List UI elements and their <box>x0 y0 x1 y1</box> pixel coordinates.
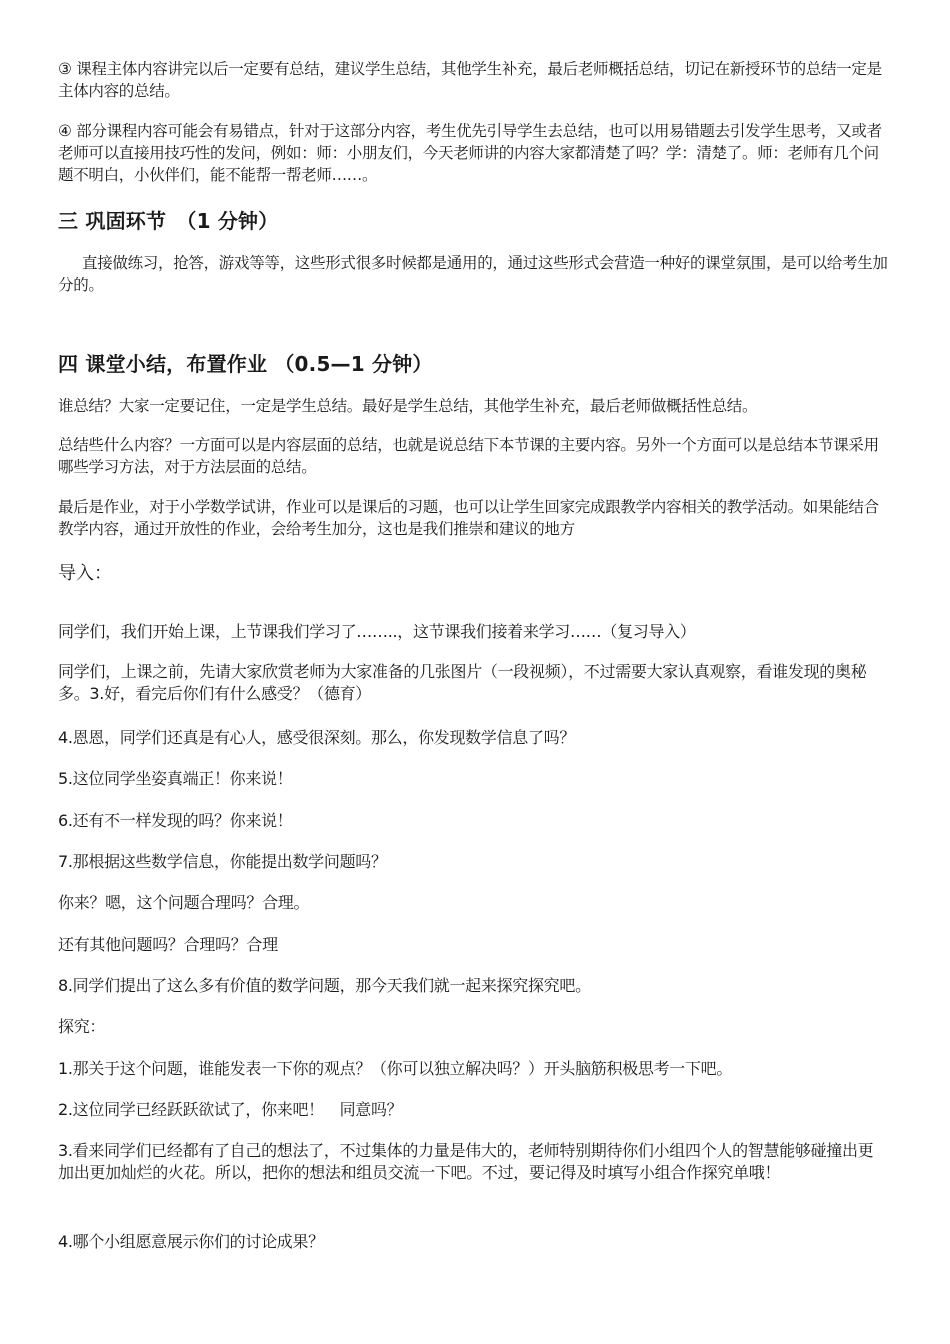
paragraph-summary-tip: ③ 课程主体内容讲完以后一定要有总结，建议学生总结，其他学生补充，最后老师概括总结，切记在新授环节的总结一定是主体内容的总结。 <box>58 60 882 100</box>
heading-consolidation: 三 巩固环节 （1 分钟） <box>58 209 279 233</box>
label-exploration: 探究： <box>58 1017 106 1036</box>
intro-line-8: 8.同学们提出了这么多有价值的数学问题，那今天我们就一起来探究探究吧。 <box>58 976 591 995</box>
intro-line-4: 4.恩恩，同学们还真是有心人，感受很深刻。那么，你发现数学信息了吗？ <box>58 728 576 747</box>
heading-summary-homework: 四 课堂小结，布置作业 （0.5—1 分钟） <box>58 352 433 376</box>
explore-line-1: 1.那关于这个问题，谁能发表一下你的观点？（你可以独立解决吗？）开头脑筋积极思考一下吧。 <box>58 1059 733 1078</box>
label-introduction: 导入： <box>58 563 112 584</box>
paragraph-error-points: ④ 部分课程内容可能会有易错点，针对于这部分内容，考生优先引导学生去总结，也可以用易错题去引发学生思考，又或者老师可以直接用技巧性的发问，例如：师：小朋友们，今天老师讲的内容大家都清楚了吗？学：清楚了。师：老师有几个问题不明白，小伙伴们，能不能帮一帮老师……。 <box>58 122 882 184</box>
intro-line-6: 6.还有不一样发现的吗？你来说！ <box>58 811 293 830</box>
intro-line-1: 同学们，我们开始上课，上节课我们学习了……..，这节课我们接着来学习……（复习导入） <box>58 622 696 641</box>
explore-line-2: 2.这位同学已经跃跃欲试了，你来吧！ 同意吗？ <box>58 1100 403 1119</box>
paragraph-what-to-summarize: 总结些什么内容？一方面可以是内容层面的总结，也就是说总结下本节课的主要内容。另外一个方面可以是总结本节课采用哪些学习方法，对于方法层面的总结。 <box>58 436 879 476</box>
intro-line-7: 7.那根据这些数学信息，你能提出数学问题吗？ <box>58 852 387 871</box>
paragraph-homework: 最后是作业，对于小学数学试讲，作业可以是课后的习题，也可以让学生回家完成跟教学内容相关的教学活动。如果能结合教学内容，通过开放性的作业，会给考生加分，这也是我们推崇和建议的地方 <box>58 498 879 538</box>
explore-line-3: 3.看来同学们已经都有了自己的想法了，不过集体的力量是伟大的，老师特别期待你们小组四个人的智慧能够碰撞出更加出更加灿烂的火花。所以，把你的想法和组员交流一下吧。不过，要记得及时填写小组合作探究单哦！ <box>58 1141 874 1182</box>
paragraph-consolidation: 直接做练习，抢答，游戏等等，这些形式很多时候都是通用的，通过这些形式会营造一种好的课堂氛围，是可以给考生加分的。 <box>58 254 888 294</box>
intro-line-5: 5.这位同学坐姿真端正！你来说！ <box>58 769 293 788</box>
intro-line-2: 同学们，上课之前，先请大家欣赏老师为大家准备的几张图片（一段视频），不过需要大家认真观察，看谁发现的奥秘多。3.好，看完后你们有什么感受？（德育） <box>58 662 867 703</box>
intro-line-7a: 你来？嗯，这个问题合理吗？合理。 <box>58 893 310 912</box>
intro-line-7b: 还有其他问题吗？合理吗？合理 <box>58 935 278 954</box>
explore-line-4: 4.哪个小组愿意展示你们的讨论成果？ <box>58 1232 324 1251</box>
paragraph-who-summarizes: 谁总结？大家一定要记住，一定是学生总结。最好是学生总结，其他学生补充，最后老师做概括性总结。 <box>58 397 758 415</box>
